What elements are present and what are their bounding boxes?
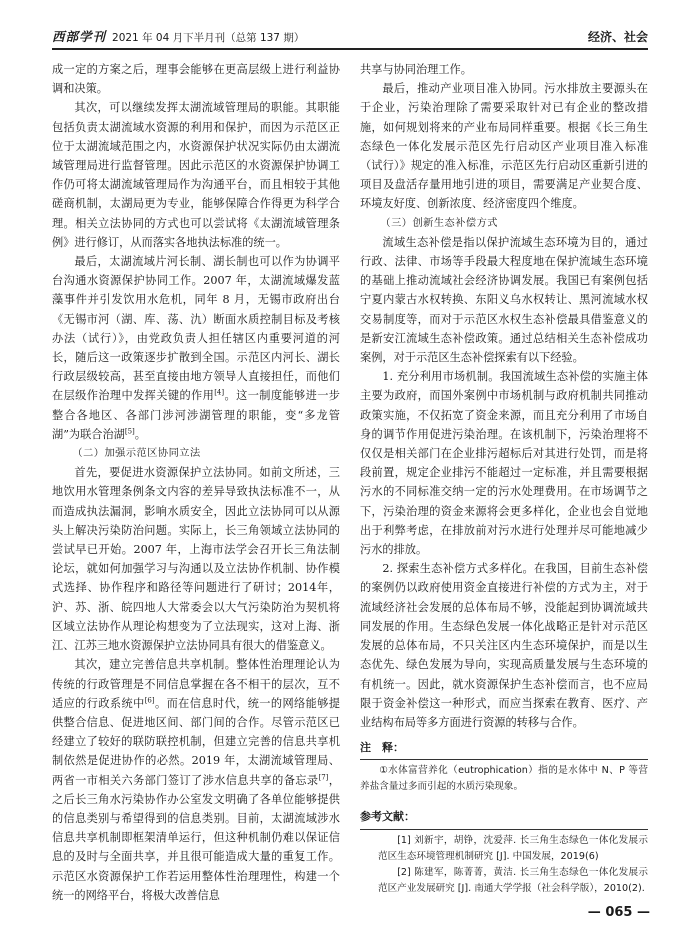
text-run: 。这一制度能够进一步整合各地区、各部门涉河涉湖管理的职能，变“多龙管湖”为联合治湖 <box>52 389 340 441</box>
notes-section <box>360 738 648 896</box>
paragraph: 流域生态补偿是指以保护流域生态环境为目的，通过行政、法律、市场等手段最大程度地在保护流域生态环境的基础上推动流域社会经济协调发展。我国已有案例包括宁夏内蒙古水权转换、东阳义乌水权转让、黑河流域水权交易制度等，而对于示范区水权生态补偿最具借鉴意义的是新安江流域生态补偿政策。通过总结相关生态补偿成功案例，对于示范区生态补偿探索有以下经验。 <box>360 235 648 365</box>
running-header <box>52 26 648 50</box>
paragraph: 2. 探索生态补偿方式多样化。在我国，目前生态补偿的案例仍以政府使用资金直接进行补偿的方式为主，对于流域经济社会发展的总体布局不够，没能起到协调流域共同发展的作用。生态绿色发展一体化战略正是针对示范区发展的总体布局，不只关注区内生态环境保护，而是以生态优先、绿色发展为导向，实现高质量发展与生态环境的有机统一。因此，就水资源保护生态补偿而言，也不应局限于资金补偿这一种形式，而应当探索在教育、医疗、产业结构布局等多方面进行资源的转移与合作。 <box>360 562 648 729</box>
citation: [4] <box>214 388 225 397</box>
citation: [5] <box>124 427 135 436</box>
left-column <box>52 60 340 905</box>
text-run: ，之后长三角水污染协作办公室发文明确了各单位能够提供的信息类别与希望得到的信息类别。目前，太湖流域涉水信息共享机制即框架清单运行，但这种机制仍难以保证信息的及时与全面共享，并且很可能造成大量的重复工作。示范区水资源保护工作若运用整体性治理理性，构建一个统一的网络平台，将极大改善信息 <box>52 773 340 902</box>
footnote: ①水体富营养化（eutrophication）指的是水体中 N、P 等营养盐含量过多而引起的水质污染现象。 <box>360 765 648 793</box>
text-run: 其次，建立完善信息共享机制。整体性治理理论认为传统的行政管理是不同信息掌握在各不相干的层次，互不适应的行政系统中 <box>52 658 340 710</box>
text-run: 。而在信息时代，统一的网络能够提供整合信息、促进地区间、部门间的合作。尽管示范区已经建立了较好的联防联控机制，但建立完善的信息共享机制依然是促进协作的必然。2019 年，太湖流域管理局、两省一市相关六务部门签订了涉水信息共享的备忘录 <box>52 696 340 787</box>
reference-item: [2] 陈建军，陈菁菁，黄洁. 长三角生态绿色一体化发展示范区产业发展研究 [J]. 南通大学学报（社会科学版），2010(2). <box>378 866 648 894</box>
section-name: 经济、社会 <box>587 30 648 44</box>
header-left <box>52 27 304 48</box>
paragraph: 其次，可以继续发挥太湖流域管理局的职能。其职能包括负责太湖流域水资源的利用和保护，而因为示范区正位于太湖流域范围之内，水资源保护状况实际仍由太湖流域管理局进行监督管理。因此示范区的水资源保护协调工作仍可将太湖流域管理局作为沟通平台，而且相较于其他磋商机制，太湖局更为专业，能够保障合作得更为科学合理。相关立法协同的方式也可以尝试将《太湖流域管理条例》进行修订，从而落实各地执法标准的统一。 <box>52 101 340 249</box>
reference-item: [1] 刘新宇，胡铮，沈爱萍. 长三角生态绿色一体化发展示范区生态环境管理机制研究 [J]. 中国发展，2019(6) <box>378 834 648 862</box>
paragraph <box>52 655 340 905</box>
subheading: （三）创新生态补偿方式 <box>380 217 498 229</box>
journal-name: 西部学刊 <box>52 29 107 44</box>
subheading: （二）加强示范区协同立法 <box>72 448 201 460</box>
references-title: 参考文献： <box>360 807 648 829</box>
paragraph <box>52 252 340 444</box>
paragraph: 1. 充分利用市场机制。我国流域生态补偿的实施主体主要为政府，而国外案例中市场机制与政府机制共同推动政策实施，不仅拓宽了资金来源，而且充分利用了市场自身的调节作用促进污染治理。在该机制下，污染治理将不仅仅是相关部门在企业排污超标后对其进行处罚，而是将段前置，规定企业排污不能超过一定标准，并且需要根据污水的不同标准交纳一定的污水处理费用。在市场调节之下，污染治理的资金来源将会更多样化，企业也会自觉地出于利弊考虑，在排放前对污水进行处理并尽可能地减少污水的排放。 <box>360 370 648 557</box>
issue-info: 2021 年 04 月下半月刊（总第 137 期） <box>112 32 305 44</box>
citation: [6] <box>144 695 155 704</box>
paragraph: 首先，要促进水资源保护立法协同。如前文所述，三地饮用水管理条例条文内容的差异导致执法标准不一，从而造成执法漏洞，影响水质安全，因此立法协同可以从源头上解决污染防治问题。实际上，长三角领域立法协同的尝试早已开始。2007 年，上海市法学会召开长三角法制论坛，就如何加强学习与沟通以及立法协作机制、协作模式选择、协作程序和路径等问题进行了研讨；2014年，沪、苏、浙、皖四地人大常委会以大气污染防治为契机将区域立法协作从理论构想变为了立法现实，这对上海、浙江、江苏三地水资源保护立法协同具有很大的借鉴意义。 <box>52 466 340 653</box>
notes-title: 注 释： <box>360 738 648 760</box>
text-run: 最后，太湖流域片河长制、湖长制也可以作为协调平台沟通水资源保护协同工作。2007 年，太湖流域爆发蓝藻事件并引发饮用水危机，同年 8 月，无锡市政府出台《无锡市河（湖、库、荡、氿）断面水质控制目标及考核办法（试行）》，由党政负责人担任辖区内重要河道的河长，随后这一政策逐步扩散到全国。示范区内河长、湖长行政层级较高，甚至直接由地方领导人直接担任，而他们在层级作治理中发挥关键的作用 <box>52 255 340 403</box>
paragraph: 共享与协同治理工作。 <box>360 63 472 76</box>
text-run: 。 <box>134 427 146 441</box>
right-column <box>360 60 648 897</box>
paragraph: 成一定的方案之后，理事会能够在更高层级上进行利益协调和决策。 <box>52 63 340 96</box>
citation: [7] <box>318 772 329 781</box>
page-number: — 065 — <box>587 905 650 920</box>
paragraph: 最后，推动产业项目准入协同。污水排放主要源头在于企业，污染治理除了需要采取针对已有企业的整改措施，如何规划将来的产业布局同样重要。根据《长三角生态绿色一体化发展示范区先行启动区产业项目准入标准（试行）》规定的准入标准，示范区先行启动区重新引进的项目及盘活存量用地引进的项目，需要满足产业契合度、环境友好度、创新浓度、经济密度四个维度。 <box>360 82 648 211</box>
